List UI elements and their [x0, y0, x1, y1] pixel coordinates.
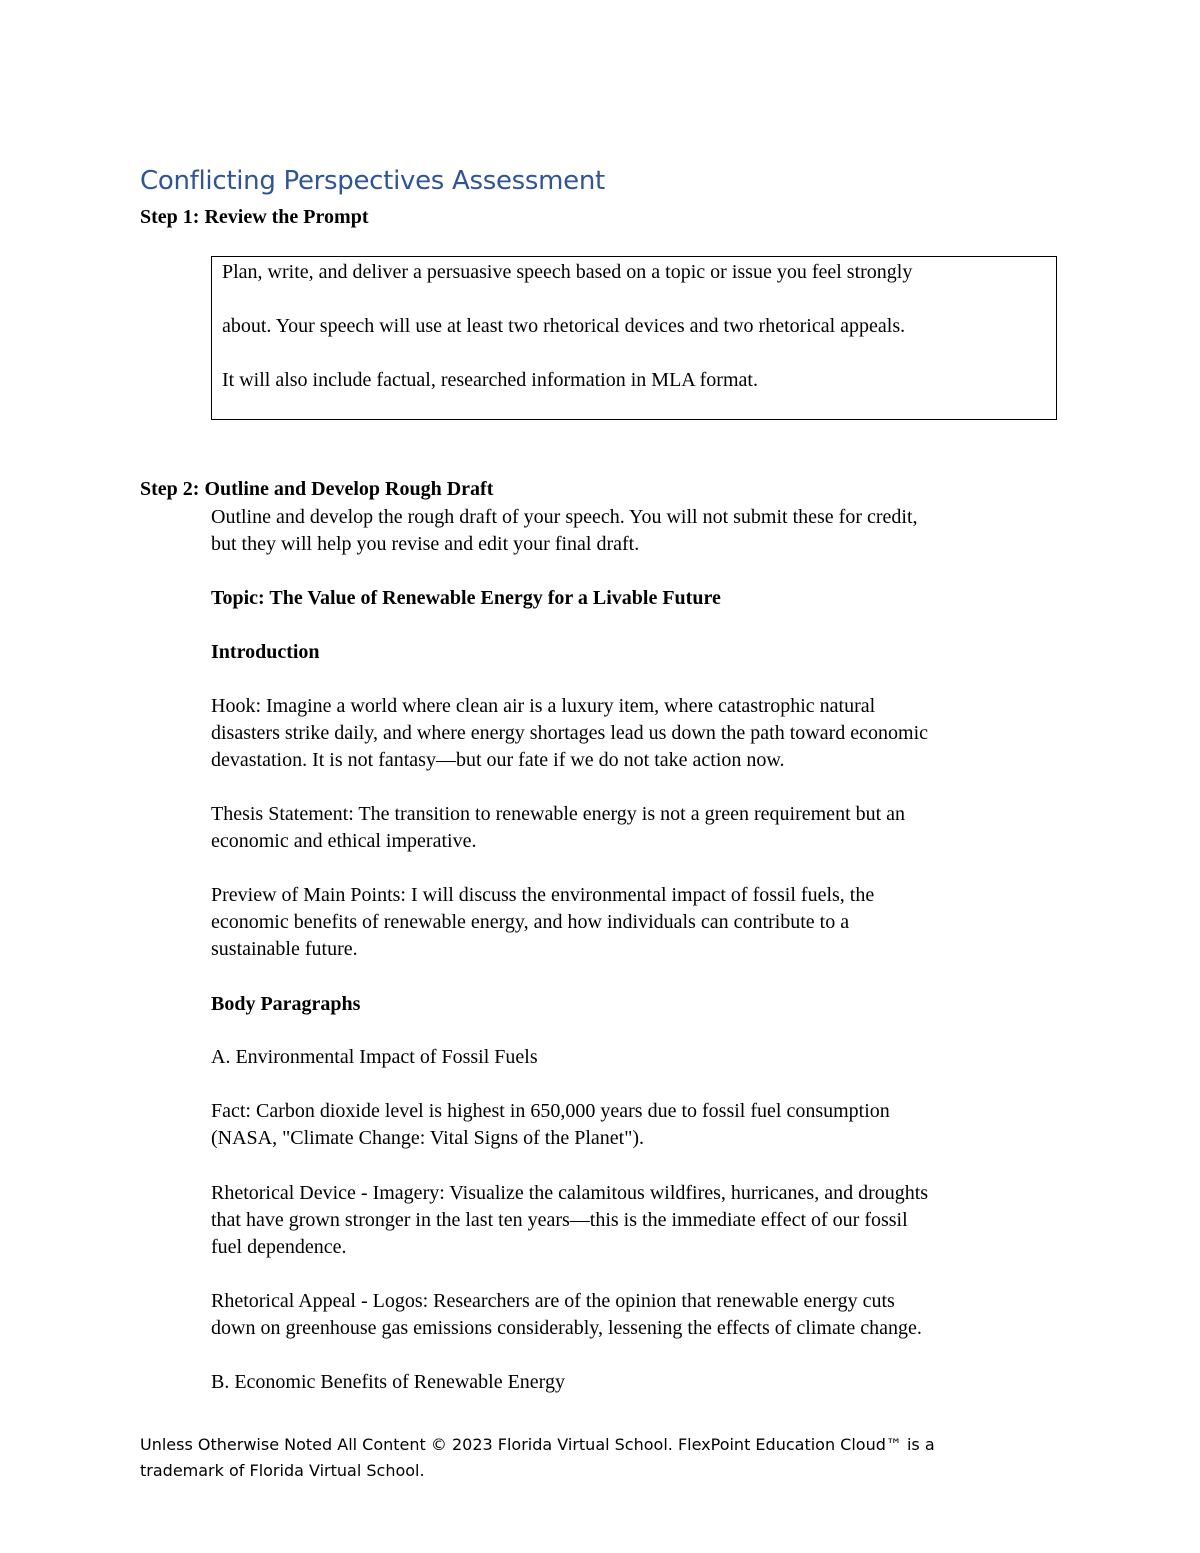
thesis-line: Thesis Statement: The transition to renewable energy is not a green requirement but an	[211, 803, 906, 825]
prompt-line: Plan, write, and deliver a persuasive speech based on a topic or issue you feel strongly	[222, 261, 913, 283]
topic-heading: Topic: The Value of Renewable Energy for a Livable Future	[211, 587, 721, 609]
preview-line: economic benefits of renewable energy, and how individuals can contribute to a	[211, 911, 850, 933]
introduction-heading: Introduction	[211, 641, 320, 663]
section-a-heading: A. Environmental Impact of Fossil Fuels	[211, 1046, 538, 1068]
document-title: Conflicting Perspectives Assessment	[140, 166, 605, 196]
device-line: Rhetorical Device - Imagery: Visualize the calamitous wildfires, hurricanes, and droughts	[211, 1182, 929, 1204]
section-b-heading: B. Economic Benefits of Renewable Energy	[211, 1371, 565, 1393]
body-paragraphs-heading: Body Paragraphs	[211, 993, 361, 1015]
footer-line: trademark of Florida Virtual School.	[140, 1461, 425, 1480]
appeal-line: Rhetorical Appeal - Logos: Researchers are of the opinion that renewable energy cuts	[211, 1290, 895, 1312]
prompt-line: It will also include factual, researched information in MLA format.	[222, 369, 758, 391]
device-line: that have grown stronger in the last ten years—this is the immediate effect of our fossil	[211, 1209, 908, 1231]
step1-heading: Step 1: Review the Prompt	[140, 206, 369, 228]
preview-line: sustainable future.	[211, 938, 358, 960]
footer-line: Unless Otherwise Noted All Content © 2023 Florida Virtual School. FlexPoint Education Cloud™ is a	[140, 1435, 935, 1454]
hook-line: devastation. It is not fantasy—but our fate if we do not take action now.	[211, 749, 785, 771]
prompt-line: about. Your speech will use at least two rhetorical devices and two rhetorical appeals.	[222, 315, 906, 337]
hook-line: disasters strike daily, and where energy shortages lead us down the path toward economic	[211, 722, 929, 744]
thesis-line: economic and ethical imperative.	[211, 830, 477, 852]
device-line: fuel dependence.	[211, 1236, 347, 1258]
step2-heading: Step 2: Outline and Develop Rough Draft	[140, 478, 494, 500]
step2-intro-line: but they will help you revise and edit your final draft.	[211, 533, 640, 555]
preview-line: Preview of Main Points: I will discuss the environmental impact of fossil fuels, the	[211, 884, 875, 906]
hook-line: Hook: Imagine a world where clean air is a luxury item, where catastrophic natural	[211, 695, 876, 717]
fact-line: Fact: Carbon dioxide level is highest in 650,000 years due to fossil fuel consumption	[211, 1100, 890, 1122]
step2-intro-line: Outline and develop the rough draft of your speech. You will not submit these for credit,	[211, 506, 918, 528]
appeal-line: down on greenhouse gas emissions considerably, lessening the effects of climate change.	[211, 1317, 922, 1339]
fact-line: (NASA, "Climate Change: Vital Signs of the Planet").	[211, 1127, 645, 1149]
